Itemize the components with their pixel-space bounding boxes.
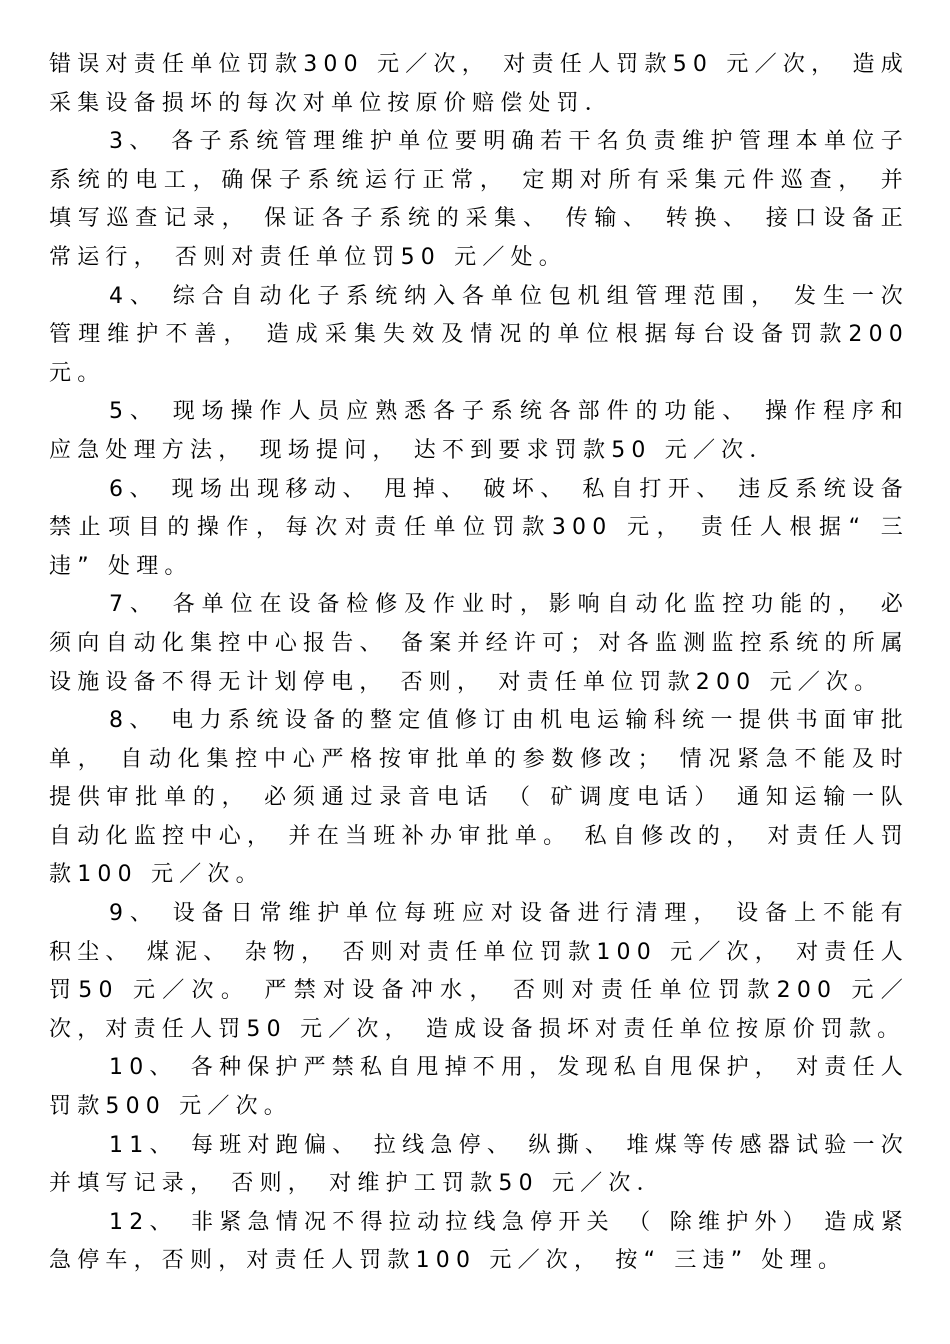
paragraph-item-5: 5、 现场操作人员应熟悉各子系统各部件的功能、 操作程序和应急处理方法， 现场提问， 达不到要求罚款50 元／次． [49, 399, 909, 463]
paragraph-item-9: 9、 设备日常维护单位每班应对设备进行清理， 设备上不能有积尘、 煤泥、 杂物， 否则对责任单位罚款100 元／次， 对责任人罚50 元／次。 严禁对设备冲水， 否则对责任单位罚款200 元／次，对责任人罚50 元／次， 造成设备损坏对责任单位按原价罚款。 [49, 901, 909, 1042]
paragraph-item-7: 7、 各单位在设备检修及作业时，影响自动化监控功能的， 必须向自动化集控中心报告、 备案并经许可；对各监测监控系统的所属设施设备不得无计划停电， 否则， 对责任单位罚款200 元／次。 [49, 592, 909, 695]
paragraph-item-3: 3、 各子系统管理维护单位要明确若干名负责维护管理本单位子系统的电工，确保子系统运行正常， 定期对所有采集元件巡查， 并填写巡查记录， 保证各子系统的采集、 传输、 转换、 接口设备正常运行， 否则对责任单位罚50 元／处。 [49, 129, 909, 270]
paragraph-item-8: 8、 电力系统设备的整定值修订由机电运输科统一提供书面审批单， 自动化集控中心严格按审批单的参数修改； 情况紧急不能及时提供审批单的， 必须通过录音电话 （ 矿调度电话） 通知运输一队自动化监控中心， 并在当班补办审批单。 私自修改的， 对责任人罚款100 元／次。 [49, 708, 909, 888]
paragraph-continuation: 错误对责任单位罚款300 元／次， 对责任人罚款50 元／次， 造成采集设备损坏的每次对单位按原价赔偿处罚． [49, 52, 909, 116]
paragraph-item-12: 12、 非紧急情况不得拉动拉线急停开关 （ 除维护外） 造成紧急停车，否则，对责任人罚款100 元／次， 按“ 三违” 处理。 [49, 1209, 909, 1274]
paragraph-item-10: 10、 各种保护严禁私自甩掉不用，发现私自甩保护， 对责任人罚款500 元／次。 [49, 1055, 909, 1120]
paragraph-item-6: 6、 现场出现移动、 甩掉、 破坏、 私自打开、 违反系统设备禁止项目的操作，每次对责任单位罚款300 元， 责任人根据“ 三违” 处理。 [49, 476, 909, 579]
paragraph-item-4: 4、 综合自动化子系统纳入各单位包机组管理范围， 发生一次管理维护不善， 造成采集失效及情况的单位根据每台设备罚款200 元。 [49, 283, 909, 386]
paragraph-item-11: 11、 每班对跑偏、 拉线急停、 纵撕、 堆煤等传感器试验一次并填写记录， 否则， 对维护工罚款50 元／次． [49, 1132, 909, 1197]
document-page [49, 46, 909, 1281]
